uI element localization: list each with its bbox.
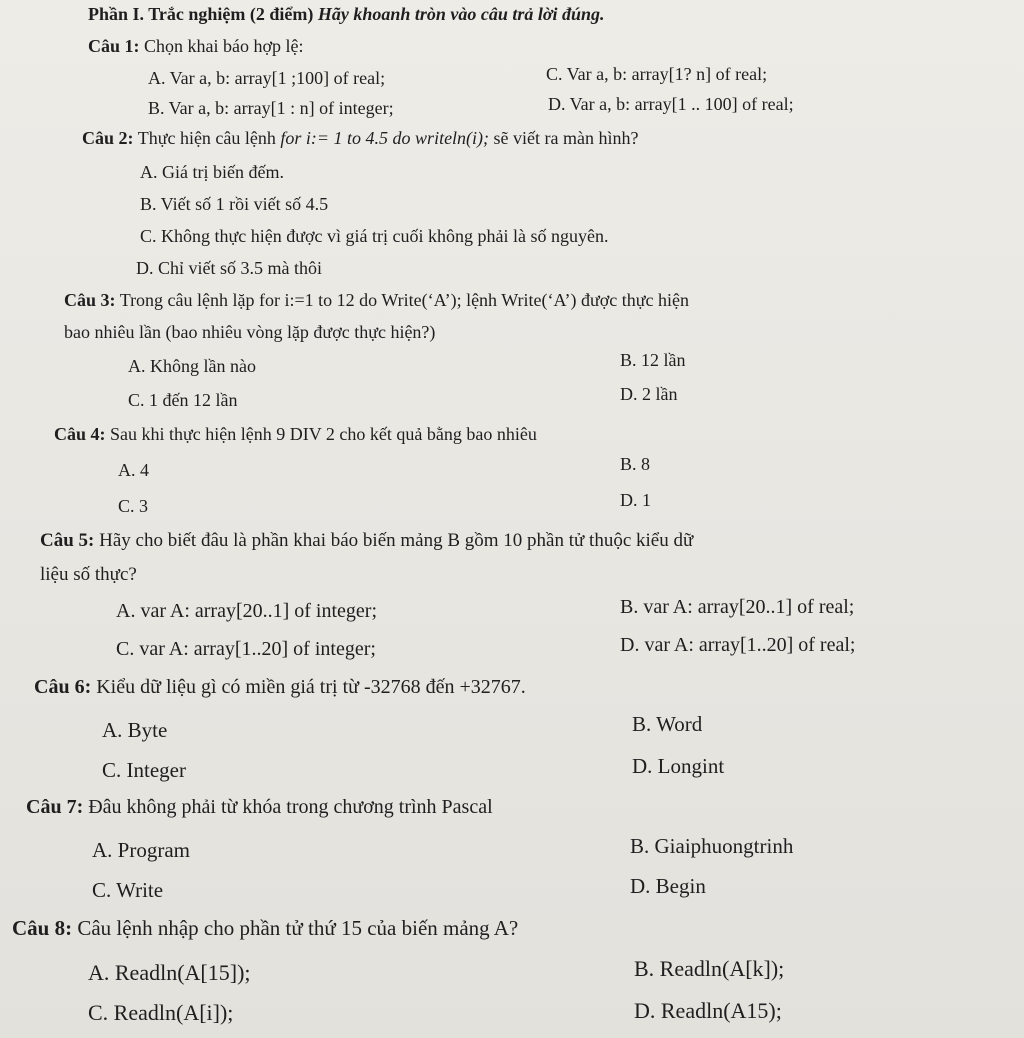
option-6c[interactable]: C. Integer <box>102 758 186 782</box>
question-1 <box>88 36 304 57</box>
option-5d[interactable]: D. var A: array[1..20] of real; <box>620 634 856 656</box>
question-label: Câu 7: <box>26 796 84 818</box>
option-7a[interactable]: A. Program <box>92 838 190 862</box>
option-2d[interactable]: D. Chỉ viết số 3.5 mà thôi <box>136 258 322 278</box>
question-text: Trong câu lệnh lặp for i:=1 to 12 do Write(‘A’); lệnh Write(‘A’) được thực hiện <box>119 290 689 310</box>
question-8 <box>12 916 518 941</box>
option-7c[interactable]: C. Write <box>92 878 164 902</box>
option-1b[interactable]: B. Var a, b: array[1 : n] of integer; <box>148 98 394 118</box>
section-header <box>88 4 605 25</box>
question-4 <box>54 424 537 445</box>
section-instruction: Hãy khoanh tròn vào câu trả lời đúng. <box>317 4 605 24</box>
question-label: Câu 5: <box>40 530 95 551</box>
option-3a[interactable]: A. Không lần nào <box>128 356 256 376</box>
question-3-line2: bao nhiêu lần (bao nhiêu vòng lặp được thực hiện?) <box>64 322 436 342</box>
option-2b[interactable]: B. Viết số 1 rồi viết số 4.5 <box>140 194 329 214</box>
option-8c[interactable]: C. Readln(A[i]); <box>88 1000 234 1025</box>
question-5 <box>40 530 693 552</box>
option-5b[interactable]: B. var A: array[20..1] of real; <box>620 596 855 618</box>
option-6d[interactable]: D. Longint <box>632 754 725 778</box>
option-3b[interactable]: B. 12 lần <box>620 350 686 370</box>
question-text: Chọn khai báo hợp lệ: <box>144 36 304 56</box>
option-4c[interactable]: C. 3 <box>118 496 149 516</box>
question-text: Sau khi thực hiện lệnh 9 DIV 2 cho kết quả bằng bao nhiêu <box>110 424 537 444</box>
question-label: Câu 8: <box>12 916 73 940</box>
option-1d[interactable]: D. Var a, b: array[1 .. 100] of real; <box>548 94 794 114</box>
option-4d[interactable]: D. 1 <box>620 490 651 510</box>
question-code: for i:= 1 to 4.5 do writeln(i); <box>280 128 490 148</box>
question-2 <box>82 128 639 149</box>
option-6a[interactable]: A. Byte <box>102 718 168 742</box>
option-3c[interactable]: C. 1 đến 12 lần <box>128 390 238 410</box>
question-label: Câu 2: <box>82 128 134 148</box>
option-8b[interactable]: B. Readln(A[k]); <box>634 956 785 981</box>
question-7 <box>26 796 493 819</box>
option-1a[interactable]: A. Var a, b: array[1 ;100] of real; <box>148 68 386 88</box>
question-6 <box>34 676 526 699</box>
option-8a[interactable]: A. Readln(A[15]); <box>88 960 251 985</box>
question-label: Câu 1: <box>88 36 140 56</box>
option-2c[interactable]: C. Không thực hiện được vì giá trị cuối không phải là số nguyên. <box>140 226 609 246</box>
question-text: Câu lệnh nhập cho phần tử thứ 15 của biến mảng A? <box>77 916 519 940</box>
option-8d[interactable]: D. Readln(A15); <box>634 998 782 1023</box>
question-text: Đâu không phải từ khóa trong chương trình Pascal <box>88 796 493 818</box>
question-3 <box>64 290 689 311</box>
option-6b[interactable]: B. Word <box>632 712 703 736</box>
option-7d[interactable]: D. Begin <box>630 874 706 898</box>
option-7b[interactable]: B. Giaiphuongtrinh <box>630 834 794 858</box>
option-5c[interactable]: C. var A: array[1..20] of integer; <box>116 638 376 660</box>
question-label: Câu 6: <box>34 676 92 698</box>
option-5a[interactable]: A. var A: array[20..1] of integer; <box>116 600 378 622</box>
option-2a[interactable]: A. Giá trị biến đếm. <box>140 162 284 182</box>
question-label: Câu 4: <box>54 424 106 444</box>
option-4b[interactable]: B. 8 <box>620 454 651 474</box>
question-text-tail: sẽ viết ra màn hình? <box>493 128 639 148</box>
question-label: Câu 3: <box>64 290 116 310</box>
question-text: Thực hiện câu lệnh <box>137 128 276 148</box>
option-3d[interactable]: D. 2 lần <box>620 384 678 404</box>
option-1c[interactable]: C. Var a, b: array[1? n] of real; <box>546 64 768 84</box>
section-title: Phần I. Trắc nghiệm (2 điểm) <box>88 4 314 24</box>
option-4a[interactable]: A. 4 <box>118 460 149 480</box>
question-text: Kiểu dữ liệu gì có miền giá trị từ -32768 đến +32767. <box>96 676 526 698</box>
question-text: Hãy cho biết đâu là phần khai báo biến mảng B gồm 10 phần tử thuộc kiểu dữ <box>99 530 694 551</box>
question-5-line2: liệu số thực? <box>40 564 137 585</box>
